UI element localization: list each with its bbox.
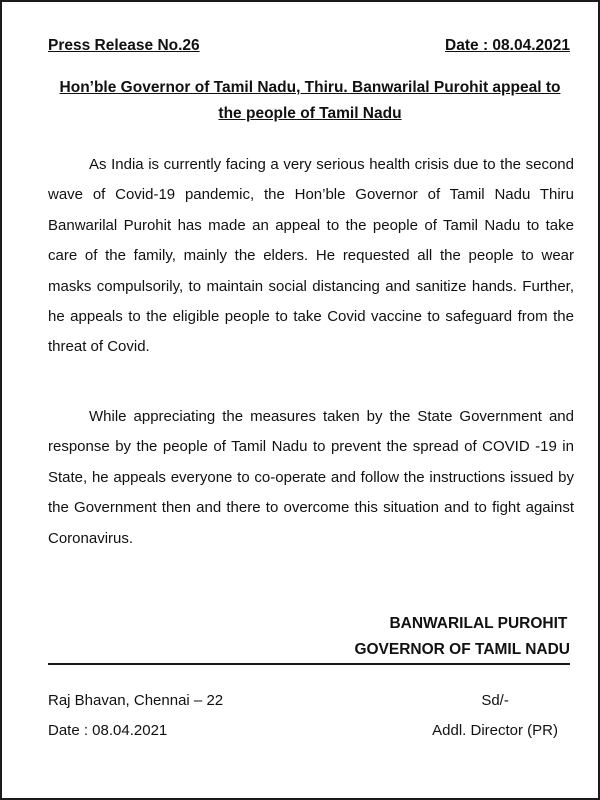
- headline: [42, 75, 578, 127]
- headline-line-2: the people of Tamil Nadu: [218, 105, 402, 122]
- footer-date: Date : 08.04.2021: [48, 722, 168, 739]
- signature-block: [354, 611, 570, 663]
- footer-place: Raj Bhavan, Chennai – 22: [48, 692, 224, 709]
- header-row: [48, 37, 570, 55]
- signatory-title: GOVERNOR OF TAMIL NADU: [354, 641, 570, 658]
- footer-right: [432, 686, 558, 746]
- body-paragraph-1: As India is currently facing a very serious health crisis due to the second wave of Covid-19 pandemic, the Hon’ble Governor of Tamil Nadu Thiru Banwarilal Purohit has made an appeal to the people of Tamil Nadu to take care of the family, mainly the elders. He requested all the people to wear masks compulsorily, to maintain social distancing and sanitize hands. Further, he appeals to the eligible people to take Covid vaccine to safeguard from the threat of Covid.: [48, 156, 574, 356]
- divider: [48, 663, 570, 665]
- release-date: Date : 08.04.2021: [445, 37, 570, 54]
- footer-issuer: Addl. Director (PR): [432, 722, 558, 739]
- headline-line-1: Hon’ble Governor of Tamil Nadu, Thiru. Banwarilal Purohit appeal to: [59, 79, 561, 96]
- signatory-name: BANWARILAL PUROHIT: [389, 615, 568, 632]
- body-paragraph-2: While appreciating the measures taken by the State Government and response by the people of Tamil Nadu to prevent the spread of COVID -19 in State, he appeals everyone to co-operate and follow the instructions issued by the Government then and there to overcome this situation and to fight against Coronavirus.: [48, 408, 574, 547]
- footer-signed: Sd/-: [481, 692, 509, 709]
- footer-left: [48, 686, 223, 746]
- release-number: Press Release No.26: [48, 37, 200, 54]
